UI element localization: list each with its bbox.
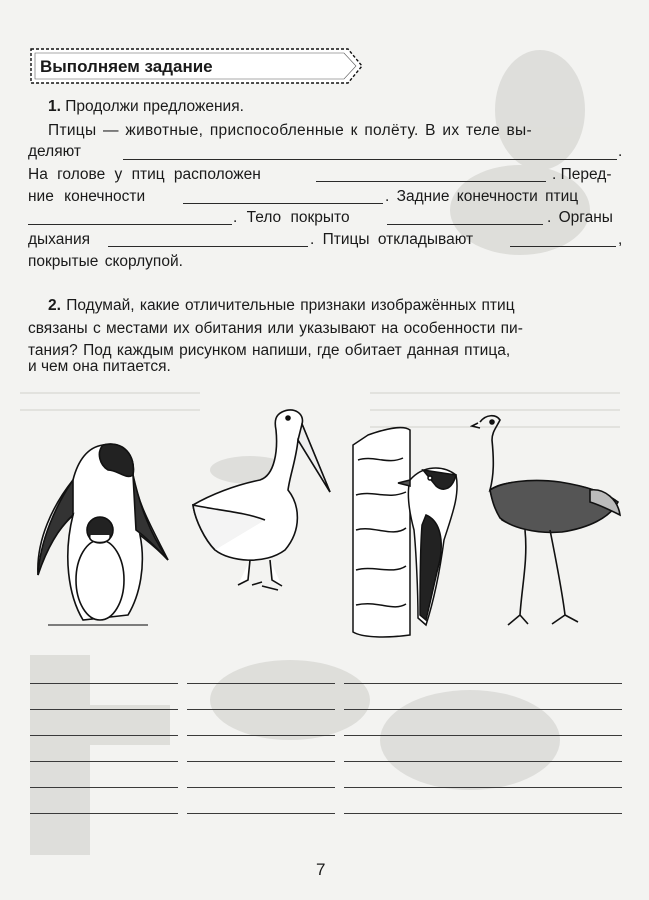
comma: , <box>618 231 623 248</box>
task1-head-text: На голове у птиц расположен <box>28 166 261 183</box>
task1-heading <box>48 96 244 118</box>
penguin-answer-line-3[interactable] <box>30 735 178 736</box>
answer-blank-eggs[interactable] <box>510 246 616 247</box>
ostrich-answer-line-4[interactable] <box>474 761 622 762</box>
pelican-answer-line-5[interactable] <box>187 787 335 788</box>
penguin-answer-line-1[interactable] <box>30 683 178 684</box>
pelican-icon <box>190 400 335 595</box>
task2-line-4: и чем она питается. <box>28 358 171 375</box>
task1-number: 1. <box>48 98 61 115</box>
task2-number: 2. <box>48 297 61 314</box>
task1-title: Продолжи предложения. <box>65 98 244 115</box>
woodpecker-answer-line-1[interactable] <box>344 683 492 684</box>
task2-line-3: тания? Под каждым рисунком напиши, где обитает данная птица, <box>28 342 511 359</box>
task1-lay-text: . Птицы откладывают <box>310 231 474 248</box>
pelican-answer-line-1[interactable] <box>187 683 335 684</box>
task1-front-text: . Перед- <box>552 166 612 183</box>
task2-line-2: связаны с местами их обитания или указывают на особенности пи- <box>28 320 523 337</box>
task1-word-vydelyayut: деляют <box>28 143 81 160</box>
pelican-answer-line-4[interactable] <box>187 761 335 762</box>
pelican-answer-line-6[interactable] <box>187 813 335 814</box>
penguin-answer-line-2[interactable] <box>30 709 178 710</box>
answer-blank-covering[interactable] <box>387 224 543 225</box>
section-title: Выполняем задание <box>40 57 213 76</box>
woodpecker-answer-line-3[interactable] <box>344 735 492 736</box>
penguin-icon <box>28 435 173 630</box>
penguin-answer-line-5[interactable] <box>30 787 178 788</box>
task2-line-1: 2. Подумай, какие отличительные признаки изображённых птиц <box>48 297 515 314</box>
answer-blank-breathing[interactable] <box>108 246 308 247</box>
page-number: 7 <box>316 860 326 879</box>
task1-hind-text: . Задние конечности птиц <box>385 188 579 205</box>
ostrich-answer-line-3[interactable] <box>474 735 622 736</box>
woodpecker-answer-line-5[interactable] <box>344 787 492 788</box>
pelican-answer-line-2[interactable] <box>187 709 335 710</box>
task1-breathing-text: дыхания <box>28 231 90 248</box>
answer-blank-head[interactable] <box>316 181 546 182</box>
ostrich-answer-line-5[interactable] <box>474 787 622 788</box>
ostrich-answer-line-2[interactable] <box>474 709 622 710</box>
woodpecker-answer-line-4[interactable] <box>344 761 492 762</box>
task1-covered-text: . Тело покрыто <box>233 209 350 226</box>
woodpecker-answer-line-6[interactable] <box>344 813 492 814</box>
pelican-answer-line-3[interactable] <box>187 735 335 736</box>
task1-organs-text: . Органы <box>547 209 613 226</box>
period-1: . <box>618 143 623 160</box>
answer-blank-front-limbs[interactable] <box>183 203 383 204</box>
woodpecker-icon <box>348 420 468 645</box>
ostrich-answer-line-1[interactable] <box>474 683 622 684</box>
task1-shell-text: покрытые скорлупой. <box>28 253 183 270</box>
penguin-answer-line-4[interactable] <box>30 761 178 762</box>
answer-blank-body-parts[interactable] <box>123 159 617 160</box>
ostrich-icon <box>470 410 625 635</box>
woodpecker-answer-line-2[interactable] <box>344 709 492 710</box>
task1-limbs-text: ние конечности <box>28 188 146 205</box>
answer-blank-hind-limbs[interactable] <box>28 224 232 225</box>
penguin-answer-line-6[interactable] <box>30 813 178 814</box>
task1-line-1: Птицы — животные, приспособленные к полёту. В их теле вы- <box>48 122 532 139</box>
ostrich-answer-line-6[interactable] <box>474 813 622 814</box>
